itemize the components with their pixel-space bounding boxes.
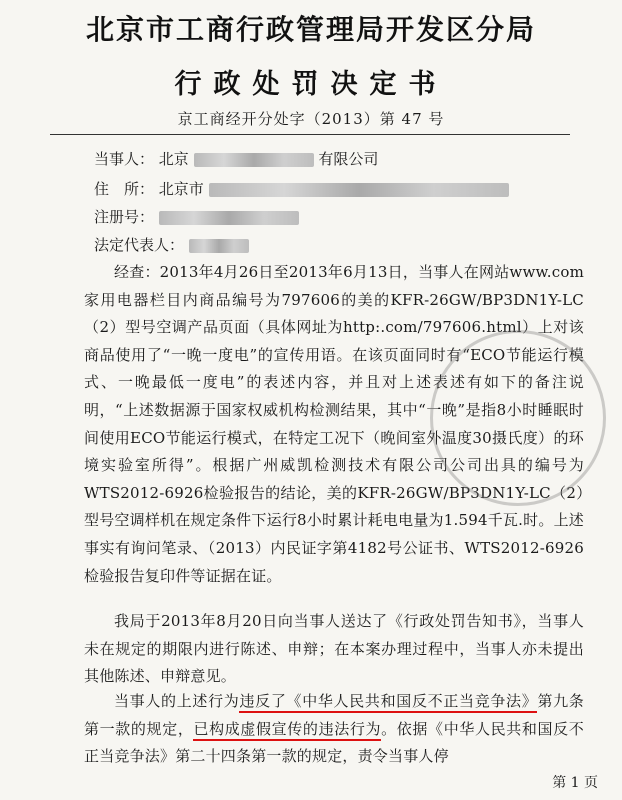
registration-field: 注册号： [94,206,299,227]
header-divider [50,134,570,135]
page-number: 第 1 页 [552,775,598,791]
paragraph-notice: 我局于2013年8月20日向当事人送达了《行政处罚告知书》，当事人未在规定的期限内进行陈述、申辩；在本案办理过程中，当事人亦未提出其他陈述、申辩意见。 [84,612,584,686]
paragraph-ruling: 当事人的上述行为违反了《中华人民共和国反不正当竞争法》第九条第一款的规定，已构成虚假宣传的违法行为。依据《中华人民共和国反不正当竞争法》第二十四条第一款的规定，责令当事人停 [84,692,585,766]
agency-title: 北京市工商行政管理局开发区分局 [85,13,536,46]
redaction-blur [159,211,299,225]
party-field: 当事人： 北京 有限公司 [94,150,379,168]
address-field: 住 所： 北京市 [94,178,509,199]
redaction-blur [189,239,249,253]
redaction-blur [209,183,509,197]
redaction-blur [194,153,314,167]
document-number: 京工商经开分处字（2013）第 47 号 [177,110,445,128]
legal-rep-field: 法定代表人： [94,234,249,255]
underlined-false-advertising: 已构成虚假宣传的违法行为 [193,720,381,741]
underlined-violation: 违反了《中华人民共和国反不正当竞争法》 [239,692,537,713]
paragraph-findings: 经查：2013年4月26日至2013年6月13日，当事人在网站www.com家用电器栏目内商品编号为797606的美的KFR-26GW/BP3DN1Y-LC（2）型号空调产品页面（具体网址为http:.com/797606.html）上对该商品使用了“一晚一度电”的宣传用语。在该页面同时有“ECO节能运行模式、一晚最低一度电”的表述内容，并且对上述表述有如下的备注说明，“上述数据源于国家权威机构检测结果，其中“一晚”是指8小时睡眠时间使用ECO节能运行模式，在特定工况下（晚间室外温度30摄氏度）的环境实验室所得”。根据广州威凯检测技术有限公司公司出具的编号为WTS2012-6926检验报告的结论，美的KFR-26GW/BP3DN1Y-LC（2）型号空调样机在规定条件下运行8小时累计耗电电量为1.594千瓦.时。上述事实有询问笔录、（2013）内民证字第4182号公证书、WTS2012-6926检验报告复印件等证据在证。 [84,263,584,585]
document-title: 行政处罚决定书 [174,69,448,100]
